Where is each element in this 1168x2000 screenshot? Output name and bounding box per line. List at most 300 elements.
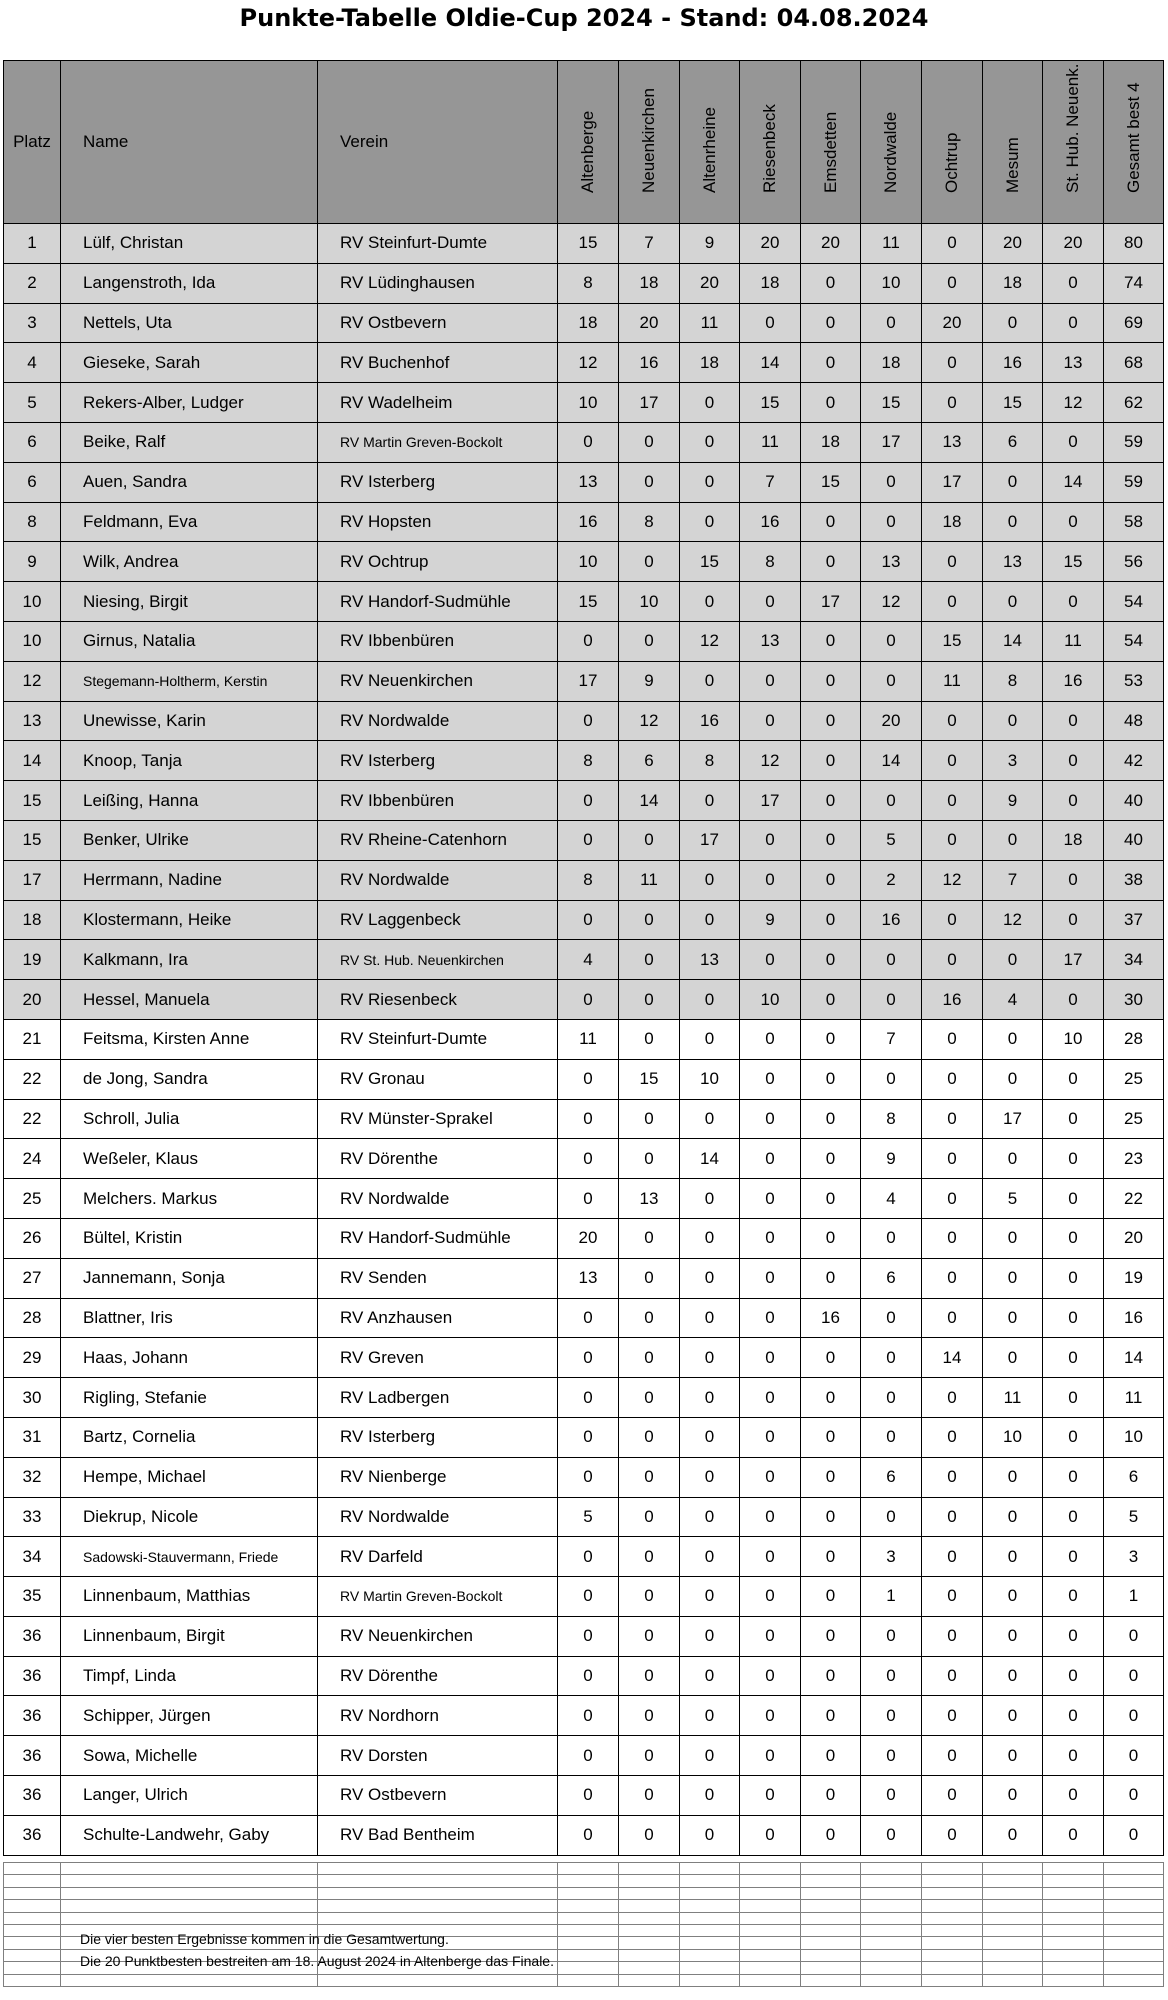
grid-cell [680, 1949, 740, 1961]
cell-score: 0 [740, 1497, 801, 1537]
header-platz: Platz [4, 61, 61, 224]
cell-score: 0 [680, 980, 740, 1020]
cell-score: 10 [680, 1059, 740, 1099]
grid-cell [680, 1974, 740, 1986]
grid-cell [1104, 1863, 1164, 1875]
footnotes [80, 1928, 554, 1972]
cell-score: 0 [680, 1497, 740, 1537]
cell-score: 13 [740, 621, 801, 661]
cell-platz: 19 [4, 940, 61, 980]
cell-score: 0 [801, 1616, 861, 1656]
cell-platz: 18 [4, 900, 61, 940]
cell-score: 0 [680, 502, 740, 542]
cell-name: Haas, Johann [61, 1338, 318, 1378]
cell-name: Feldmann, Eva [61, 502, 318, 542]
cell-verein: RV Münster-Sprakel [318, 1099, 558, 1139]
cell-verein: RV St. Hub. Neuenkirchen [318, 940, 558, 980]
header-venue-altenrheine: Altenrheine [680, 61, 740, 224]
grid-cell [1104, 1974, 1164, 1986]
cell-score: 15 [558, 224, 619, 264]
header-venue-ochtrup: Ochtrup [922, 61, 983, 224]
cell-score: 0 [740, 820, 801, 860]
table-row [4, 661, 1164, 701]
cell-score: 0 [1043, 1139, 1104, 1179]
grid-cell [922, 1887, 983, 1899]
cell-score: 15 [801, 462, 861, 502]
cell-platz: 36 [4, 1656, 61, 1696]
table-row [4, 1099, 1164, 1139]
cell-score: 0 [558, 1417, 619, 1457]
cell-score: 0 [922, 1417, 983, 1457]
cell-verein: RV Ibbenbüren [318, 621, 558, 661]
cell-score: 0 [922, 1537, 983, 1577]
cell-total: 53 [1104, 661, 1164, 701]
grid-cell [558, 1887, 619, 1899]
grid-cell [922, 1924, 983, 1936]
table-row [4, 542, 1164, 582]
cell-score: 0 [1043, 781, 1104, 821]
cell-score: 14 [922, 1338, 983, 1378]
grid-cell [1043, 1974, 1104, 1986]
grid-cell [740, 1900, 801, 1912]
grid-cell [983, 1887, 1043, 1899]
cell-total: 37 [1104, 900, 1164, 940]
cell-score: 0 [740, 1815, 801, 1855]
cell-score: 13 [1043, 343, 1104, 383]
cell-score: 16 [922, 980, 983, 1020]
grid-cell [619, 1937, 680, 1949]
grid-cell [558, 1962, 619, 1974]
cell-score: 0 [740, 701, 801, 741]
cell-score: 0 [680, 1776, 740, 1816]
grid-cell [983, 1900, 1043, 1912]
cell-score: 0 [558, 1298, 619, 1338]
cell-platz: 15 [4, 781, 61, 821]
cell-score: 0 [801, 701, 861, 741]
cell-total: 25 [1104, 1059, 1164, 1099]
cell-score: 0 [983, 462, 1043, 502]
cell-score: 0 [619, 1577, 680, 1617]
grid-cell [861, 1937, 922, 1949]
cell-score: 0 [801, 1457, 861, 1497]
cell-score: 0 [680, 1616, 740, 1656]
cell-verein: RV Ostbevern [318, 1776, 558, 1816]
cell-total: 23 [1104, 1139, 1164, 1179]
cell-score: 0 [740, 303, 801, 343]
grid-cell [4, 1962, 61, 1974]
cell-score: 0 [801, 502, 861, 542]
cell-name: Lülf, Christan [61, 224, 318, 264]
grid-cell [558, 1924, 619, 1936]
cell-score: 16 [740, 502, 801, 542]
cell-total: 54 [1104, 582, 1164, 622]
header-venue-altenberge: Altenberge [558, 61, 619, 224]
grid-cell [801, 1962, 861, 1974]
cell-score: 0 [740, 1338, 801, 1378]
cell-score: 0 [619, 1139, 680, 1179]
grid-cell [861, 1924, 922, 1936]
cell-name: Diekrup, Nicole [61, 1497, 318, 1537]
cell-verein: RV Steinfurt-Dumte [318, 224, 558, 264]
grid-cell [558, 1875, 619, 1887]
cell-name: Kalkmann, Ira [61, 940, 318, 980]
cell-score: 0 [740, 1616, 801, 1656]
cell-score: 0 [740, 1537, 801, 1577]
cell-name: Weßeler, Klaus [61, 1139, 318, 1179]
cell-score: 0 [983, 1218, 1043, 1258]
header-name: Name [61, 61, 318, 224]
cell-score: 0 [801, 1218, 861, 1258]
grid-cell [1104, 1912, 1164, 1924]
cell-verein: RV Ostbevern [318, 303, 558, 343]
cell-score: 0 [801, 1577, 861, 1617]
cell-score: 0 [922, 1179, 983, 1219]
cell-score: 14 [1043, 462, 1104, 502]
cell-score: 0 [680, 582, 740, 622]
grid-row [4, 1900, 1164, 1912]
grid-cell [558, 1937, 619, 1949]
cell-score: 18 [558, 303, 619, 343]
cell-score: 0 [1043, 1099, 1104, 1139]
cell-verein: RV Isterberg [318, 741, 558, 781]
cell-score: 0 [619, 422, 680, 462]
table-row [4, 502, 1164, 542]
cell-score: 12 [680, 621, 740, 661]
cell-platz: 6 [4, 462, 61, 502]
cell-score: 0 [922, 1696, 983, 1736]
cell-name: Benker, Ulrike [61, 820, 318, 860]
grid-cell [619, 1924, 680, 1936]
cell-score: 0 [740, 1218, 801, 1258]
cell-score: 0 [861, 303, 922, 343]
cell-score: 0 [861, 1656, 922, 1696]
cell-score: 0 [922, 224, 983, 264]
cell-score: 0 [680, 422, 740, 462]
table-row [4, 1457, 1164, 1497]
cell-score: 9 [619, 661, 680, 701]
cell-verein: RV Bad Bentheim [318, 1815, 558, 1855]
cell-platz: 36 [4, 1616, 61, 1656]
cell-score: 20 [558, 1218, 619, 1258]
grid-cell [861, 1974, 922, 1986]
grid-cell [558, 1949, 619, 1961]
grid-cell [1104, 1900, 1164, 1912]
cell-score: 12 [619, 701, 680, 741]
cell-score: 0 [922, 1019, 983, 1059]
cell-total: 58 [1104, 502, 1164, 542]
cell-name: Bültel, Kristin [61, 1218, 318, 1258]
cell-name: Unewisse, Karin [61, 701, 318, 741]
cell-score: 0 [801, 741, 861, 781]
cell-score: 12 [1043, 383, 1104, 423]
cell-total: 62 [1104, 383, 1164, 423]
cell-platz: 24 [4, 1139, 61, 1179]
cell-score: 0 [983, 502, 1043, 542]
grid-cell [1043, 1863, 1104, 1875]
cell-score: 0 [680, 781, 740, 821]
cell-score: 20 [983, 224, 1043, 264]
grid-cell [801, 1863, 861, 1875]
cell-score: 16 [680, 701, 740, 741]
grid-cell [922, 1949, 983, 1961]
header-row [4, 61, 1164, 224]
grid-cell [4, 1974, 61, 1986]
grid-cell [680, 1924, 740, 1936]
cell-score: 0 [740, 1378, 801, 1418]
cell-platz: 36 [4, 1815, 61, 1855]
cell-verein: RV Dörenthe [318, 1656, 558, 1696]
cell-verein: RV Steinfurt-Dumte [318, 1019, 558, 1059]
cell-score: 17 [983, 1099, 1043, 1139]
cell-score: 0 [922, 263, 983, 303]
cell-name: Leißing, Hanna [61, 781, 318, 821]
cell-score: 0 [861, 980, 922, 1020]
table-row [4, 900, 1164, 940]
cell-platz: 5 [4, 383, 61, 423]
table-row [4, 1497, 1164, 1537]
grid-cell [983, 1875, 1043, 1887]
cell-score: 11 [680, 303, 740, 343]
cell-platz: 3 [4, 303, 61, 343]
grid-cell [983, 1937, 1043, 1949]
cell-total: 54 [1104, 621, 1164, 661]
footnote-2: Die 20 Punktbesten bestreiten am 18. August 2024 in Altenberge das Finale. [80, 1953, 554, 1969]
table-row [4, 1258, 1164, 1298]
grid-cell [801, 1875, 861, 1887]
header-venue-nordwalde: Nordwalde [861, 61, 922, 224]
grid-cell [61, 1887, 318, 1899]
cell-score: 18 [861, 343, 922, 383]
cell-score: 0 [983, 1815, 1043, 1855]
cell-score: 0 [680, 1815, 740, 1855]
cell-score: 0 [1043, 1577, 1104, 1617]
cell-platz: 2 [4, 263, 61, 303]
cell-score: 0 [619, 820, 680, 860]
cell-score: 1 [861, 1577, 922, 1617]
cell-verein: RV Isterberg [318, 1417, 558, 1457]
cell-score: 0 [619, 462, 680, 502]
table-row [4, 383, 1164, 423]
grid-cell [922, 1863, 983, 1875]
cell-score: 0 [861, 1815, 922, 1855]
cell-platz: 36 [4, 1776, 61, 1816]
cell-score: 0 [983, 940, 1043, 980]
cell-score: 17 [801, 582, 861, 622]
cell-score: 0 [801, 1338, 861, 1378]
grid-cell [801, 1912, 861, 1924]
cell-platz: 4 [4, 343, 61, 383]
cell-score: 0 [801, 980, 861, 1020]
cell-score: 11 [740, 422, 801, 462]
grid-cell [4, 1912, 61, 1924]
cell-score: 14 [680, 1139, 740, 1179]
cell-score: 0 [558, 422, 619, 462]
cell-total: 80 [1104, 224, 1164, 264]
cell-score: 0 [619, 1815, 680, 1855]
header-venue-mesum: Mesum [983, 61, 1043, 224]
cell-name: Niesing, Birgit [61, 582, 318, 622]
cell-platz: 10 [4, 621, 61, 661]
cell-total: 68 [1104, 343, 1164, 383]
cell-score: 0 [680, 1338, 740, 1378]
grid-cell [4, 1887, 61, 1899]
cell-total: 59 [1104, 462, 1164, 502]
table-row [4, 1656, 1164, 1696]
cell-verein: RV Buchenhof [318, 343, 558, 383]
cell-score: 0 [740, 1258, 801, 1298]
table-row [4, 1218, 1164, 1258]
cell-score: 0 [922, 1139, 983, 1179]
cell-total: 48 [1104, 701, 1164, 741]
cell-score: 0 [983, 1298, 1043, 1338]
table-row [4, 263, 1164, 303]
cell-score: 0 [619, 1338, 680, 1378]
cell-score: 16 [558, 502, 619, 542]
cell-score: 0 [619, 980, 680, 1020]
cell-score: 13 [983, 542, 1043, 582]
cell-score: 0 [1043, 860, 1104, 900]
cell-score: 0 [983, 1656, 1043, 1696]
grid-cell [801, 1924, 861, 1936]
cell-platz: 10 [4, 582, 61, 622]
table-row [4, 741, 1164, 781]
grid-cell [4, 1875, 61, 1887]
cell-score: 0 [801, 860, 861, 900]
table-row [4, 1019, 1164, 1059]
cell-verein: RV Nordwalde [318, 1497, 558, 1537]
cell-score: 0 [558, 1656, 619, 1696]
cell-score: 0 [1043, 1815, 1104, 1855]
cell-score: 0 [619, 1258, 680, 1298]
cell-platz: 27 [4, 1258, 61, 1298]
cell-score: 13 [922, 422, 983, 462]
grid-cell [983, 1912, 1043, 1924]
grid-cell [4, 1900, 61, 1912]
grid-cell [61, 1912, 318, 1924]
cell-score: 0 [801, 1019, 861, 1059]
cell-total: 19 [1104, 1258, 1164, 1298]
grid-cell [619, 1962, 680, 1974]
cell-score: 4 [983, 980, 1043, 1020]
cell-score: 0 [740, 1776, 801, 1816]
cell-score: 0 [1043, 900, 1104, 940]
cell-name: Schulte-Landwehr, Gaby [61, 1815, 318, 1855]
cell-name: Timpf, Linda [61, 1656, 318, 1696]
grid-cell [619, 1900, 680, 1912]
cell-score: 13 [680, 940, 740, 980]
cell-score: 0 [801, 1497, 861, 1537]
cell-score: 0 [619, 900, 680, 940]
cell-score: 4 [558, 940, 619, 980]
cell-name: Girnus, Natalia [61, 621, 318, 661]
cell-score: 0 [861, 781, 922, 821]
cell-score: 0 [740, 1656, 801, 1696]
cell-score: 12 [558, 343, 619, 383]
cell-total: 5 [1104, 1497, 1164, 1537]
grid-cell [619, 1887, 680, 1899]
table-row [4, 462, 1164, 502]
cell-platz: 36 [4, 1696, 61, 1736]
cell-verein: RV Neuenkirchen [318, 1616, 558, 1656]
table-row [4, 1815, 1164, 1855]
cell-score: 0 [558, 1577, 619, 1617]
header-venue-neuenkirchen: Neuenkirchen [619, 61, 680, 224]
cell-score: 8 [558, 263, 619, 303]
table-row [4, 303, 1164, 343]
grid-cell [1104, 1875, 1164, 1887]
cell-score: 0 [740, 940, 801, 980]
cell-platz: 6 [4, 422, 61, 462]
cell-score: 0 [1043, 980, 1104, 1020]
cell-score: 6 [619, 741, 680, 781]
cell-score: 0 [1043, 1696, 1104, 1736]
cell-score: 5 [983, 1179, 1043, 1219]
grid-cell [983, 1962, 1043, 1974]
cell-score: 13 [619, 1179, 680, 1219]
table-row [4, 1616, 1164, 1656]
cell-score: 0 [1043, 502, 1104, 542]
cell-total: 28 [1104, 1019, 1164, 1059]
cell-name: Blattner, Iris [61, 1298, 318, 1338]
grid-cell [318, 1875, 558, 1887]
cell-score: 0 [680, 383, 740, 423]
cell-score: 8 [861, 1099, 922, 1139]
cell-verein: RV Martin Greven-Bockolt [318, 1577, 558, 1617]
table-row [4, 1736, 1164, 1776]
cell-score: 0 [922, 1656, 983, 1696]
cell-verein: RV Greven [318, 1338, 558, 1378]
cell-verein: RV Dorsten [318, 1736, 558, 1776]
cell-score: 9 [861, 1139, 922, 1179]
grid-cell [861, 1887, 922, 1899]
table-row [4, 940, 1164, 980]
grid-cell [680, 1887, 740, 1899]
cell-name: Nettels, Uta [61, 303, 318, 343]
cell-score: 0 [1043, 1497, 1104, 1537]
cell-score: 0 [1043, 1059, 1104, 1099]
cell-name: Schroll, Julia [61, 1099, 318, 1139]
cell-total: 59 [1104, 422, 1164, 462]
cell-verein: RV Hopsten [318, 502, 558, 542]
cell-score: 0 [801, 781, 861, 821]
cell-score: 0 [801, 661, 861, 701]
cell-score: 0 [1043, 741, 1104, 781]
cell-score: 2 [861, 860, 922, 900]
cell-score: 0 [801, 1059, 861, 1099]
cell-score: 0 [1043, 1258, 1104, 1298]
grid-cell [740, 1962, 801, 1974]
cell-score: 15 [740, 383, 801, 423]
grid-cell [801, 1974, 861, 1986]
cell-score: 10 [740, 980, 801, 1020]
cell-score: 0 [922, 1815, 983, 1855]
cell-platz: 21 [4, 1019, 61, 1059]
cell-total: 0 [1104, 1656, 1164, 1696]
cell-score: 0 [680, 860, 740, 900]
cell-score: 0 [558, 621, 619, 661]
cell-score: 5 [558, 1497, 619, 1537]
cell-score: 0 [922, 900, 983, 940]
grid-cell [61, 1900, 318, 1912]
cell-total: 0 [1104, 1736, 1164, 1776]
grid-cell [740, 1875, 801, 1887]
cell-score: 0 [619, 1019, 680, 1059]
cell-verein: RV Handorf-Sudmühle [318, 582, 558, 622]
cell-score: 0 [740, 1179, 801, 1219]
cell-score: 0 [801, 940, 861, 980]
cell-total: 25 [1104, 1099, 1164, 1139]
cell-score: 0 [801, 1815, 861, 1855]
